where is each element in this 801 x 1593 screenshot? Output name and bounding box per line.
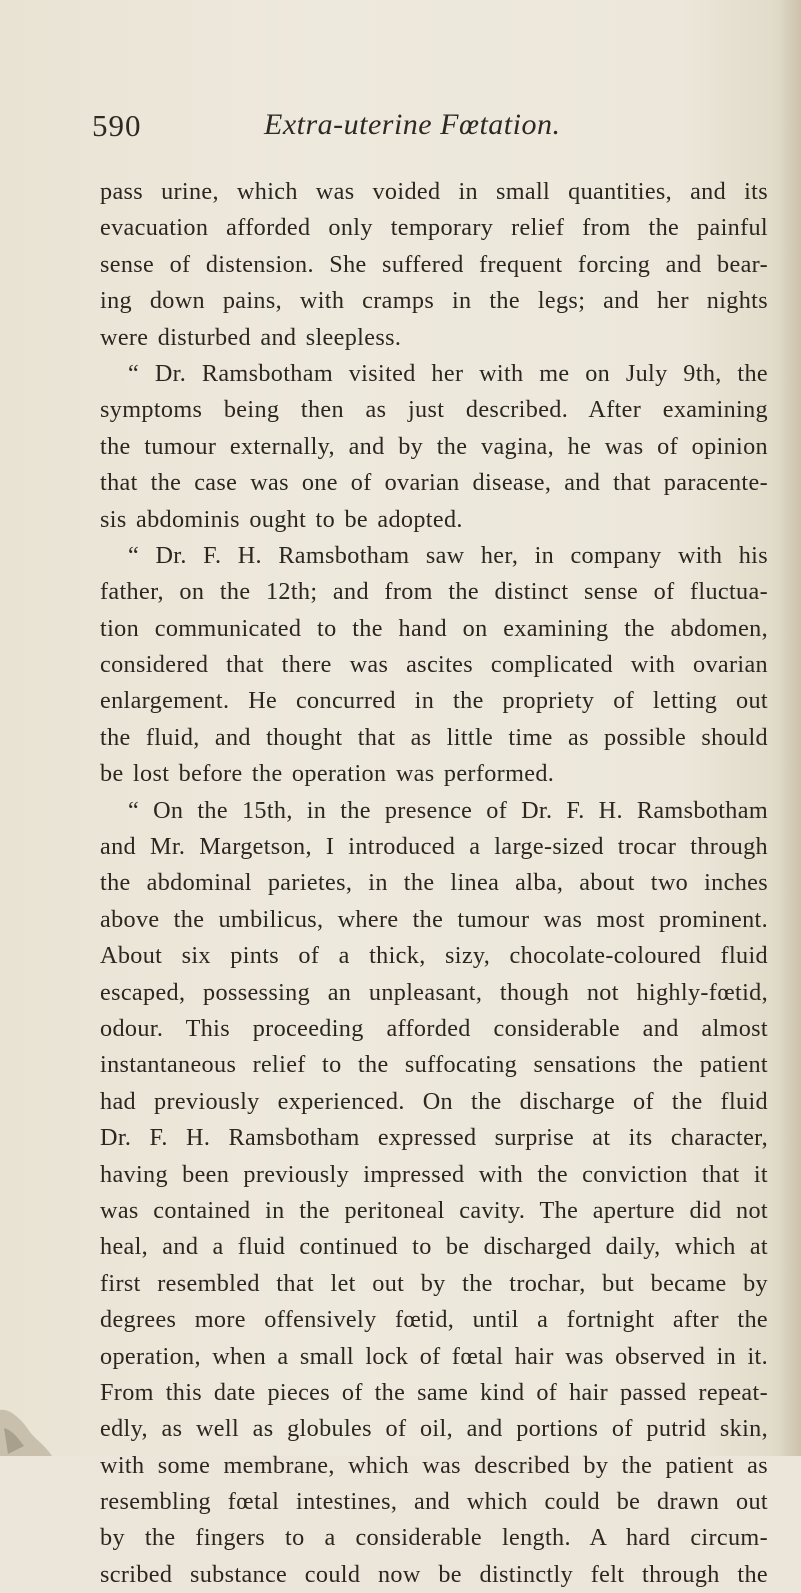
text-line: considered that there was ascites complicated with ovarian	[100, 651, 768, 679]
page-number: 590	[92, 108, 142, 143]
text-line: the tumour externally, and by the vagina, he was of opinion	[100, 432, 768, 460]
text-line: symptoms being then as just described. After examining	[100, 396, 768, 424]
text-line: degrees more offensively fœtid, until a fortnight after the	[100, 1306, 768, 1334]
text-line: father, on the 12th; and from the distinct sense of fluctua-	[100, 578, 768, 606]
text-line: escaped, possessing an unpleasant, though not highly-fœtid,	[100, 978, 768, 1006]
text-line: with some membrane, which was described by the patient as	[100, 1451, 768, 1479]
text-line: operation, when a small lock of fœtal hair was observed in it.	[100, 1342, 768, 1370]
text-line: and Mr. Margetson, I introduced a large-sized trocar through	[100, 833, 768, 861]
text-line: About six pints of a thick, sizy, chocolate-coloured fluid	[100, 942, 768, 970]
body-text	[100, 174, 768, 1593]
running-title: Extra-uterine Fœtation.	[264, 108, 561, 141]
text-line: the abdominal parietes, in the linea alba, about two inches	[100, 869, 768, 897]
text-line: resembling fœtal intestines, and which could be drawn out	[100, 1488, 768, 1516]
text-line: odour. This proceeding afforded considerable and almost	[100, 1014, 768, 1042]
text-line: From this date pieces of the same kind of hair passed repeat-	[100, 1378, 768, 1406]
text-line: Dr. F. H. Ramsbotham expressed surprise at its character,	[100, 1124, 768, 1152]
text-line: be lost before the operation was performed.	[100, 760, 555, 788]
text-line: first resembled that let out by the trochar, but became by	[100, 1269, 768, 1297]
text-line: sis abdominis ought to be adopted.	[100, 505, 463, 533]
text-line: enlargement. He concurred in the propriety of letting out	[100, 687, 768, 715]
text-line: had previously experienced. On the discharge of the fluid	[100, 1087, 768, 1115]
page-header	[92, 108, 752, 148]
text-line: “ Dr. F. H. Ramsbotham saw her, in company with his	[128, 541, 768, 569]
text-line: were disturbed and sleepless.	[100, 323, 402, 351]
text-line: by the fingers to a considerable length. A hard circum-	[100, 1524, 768, 1552]
text-line: evacuation afforded only temporary relief from the painful	[100, 214, 768, 242]
text-line: sense of distension. She suffered frequent forcing and bear-	[100, 250, 768, 278]
text-line: scribed substance could now be distinctly felt through the	[100, 1560, 768, 1588]
text-line: “ Dr. Ramsbotham visited her with me on July 9th, the	[128, 359, 768, 387]
text-line: above the umbilicus, where the tumour was most prominent.	[100, 905, 768, 933]
text-line: heal, and a fluid continued to be discharged daily, which at	[100, 1233, 768, 1261]
text-line: having been previously impressed with the conviction that it	[100, 1160, 768, 1188]
text-line: edly, as well as globules of oil, and portions of putrid skin,	[100, 1415, 768, 1443]
text-line: pass urine, which was voided in small quantities, and its	[100, 178, 768, 205]
text-line: ing down pains, with cramps in the legs; and her nights	[100, 287, 768, 315]
text-line: was contained in the peritoneal cavity. The aperture did not	[100, 1196, 768, 1224]
text-line: the fluid, and thought that as little time as possible should	[100, 723, 768, 751]
text-line: tion communicated to the hand on examining the abdomen,	[100, 614, 768, 642]
page-corner-stain	[0, 1370, 60, 1456]
page-edge-shadow	[779, 0, 801, 1456]
text-line: instantaneous relief to the suffocating sensations the patient	[100, 1051, 768, 1079]
text-line: that the case was one of ovarian disease, and that paracente-	[100, 469, 768, 497]
text-line: “ On the 15th, in the presence of Dr. F. H. Ramsbotham	[128, 796, 768, 824]
